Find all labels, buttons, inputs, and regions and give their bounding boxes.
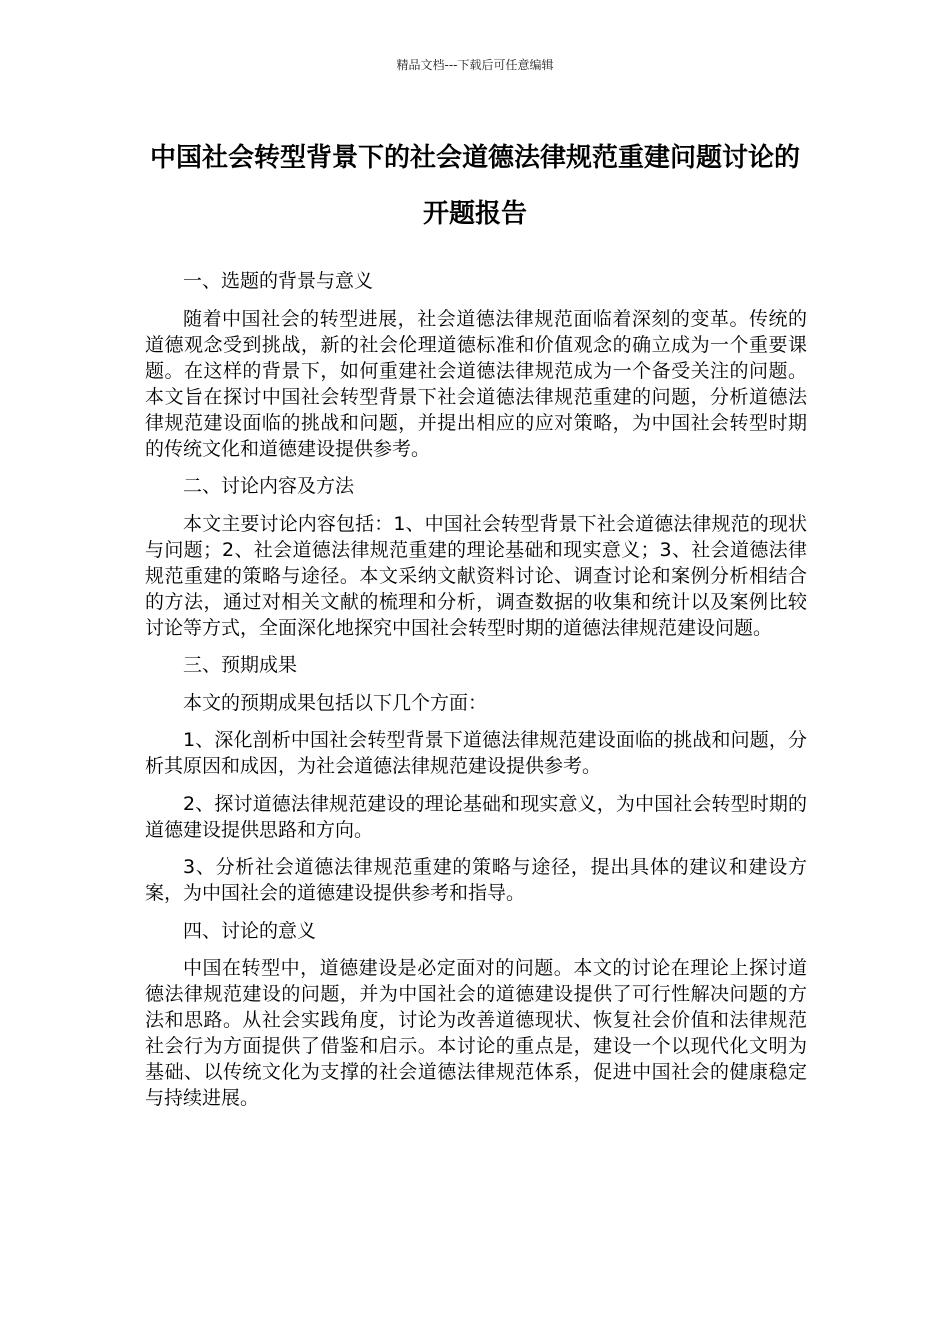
paragraph-content-methods: 本文主要讨论内容包括：1、中国社会转型背景下社会道德法律规范的现状与问题；2、社会道德法律规范重建的理论基础和现实意义；3、社会道德法律规范重建的策略与途径。本文采纳文献资料讨论、调查讨论和案例分析相结合的方法，通过对相关文献的梳理和分析，调查数据的收集和统计以及案例比较讨论等方式，全面深化地探究中国社会转型时期的道德法律规范建设问题。 [145,512,807,639]
section-heading-significance: 四、讨论的意义 [183,919,317,942]
list-item-expected-2: 2、探讨道德法律规范建设的理论基础和现实意义，为中国社会转型时期的道德建设提供思路和方向。 [145,792,807,841]
page-header: 精品文档---下载后可任意编辑 [396,58,554,72]
section-heading-content-methods: 二、讨论内容及方法 [183,475,355,497]
paragraph-expected-intro: 本文的预期成果包括以下几个方面： [183,691,488,714]
document-body [145,268,807,1123]
section-heading-expected-results: 三、预期成果 [183,654,298,676]
paragraph-significance: 中国在转型中，道德建设是必定面对的问题。本文的讨论在理论上探讨道德法律规范建设的问题，并为中国社会的道德建设提供了可行性解决问题的方法和思路。从社会实践角度，讨论为改善道德现状、恢复社会价值和法律规范社会行为方面提供了借鉴和启示。本讨论的重点是，建设一个以现代化文明为基础、以传统文化为支撑的社会道德法律规范体系，促进中国社会的健康稳定与持续进展。 [145,957,807,1109]
paragraph-background: 随着中国社会的转型进展，社会道德法律规范面临着深刻的变革。传统的道德观念受到挑战，新的社会伦理道德标准和价值观念的确立成为一个重要课题。在这样的背景下，如何重建社会道德法律规范成为一个备受关注的问题。本文旨在探讨中国社会转型背景下社会道德法律规范重建的问题，分析道德法律规范建设面临的挑战和问题，并提出相应的应对策略，为中国社会转型时期的传统文化和道德建设提供参考。 [145,307,807,460]
document-title: 中国社会转型背景下的社会道德法律规范重建问题讨论的开题报告 [149,143,800,229]
section-heading-background: 一、选题的背景与意义 [183,270,374,292]
list-item-expected-1: 1、深化剖析中国社会转型背景下道德法律规范建设面临的挑战和问题，分析其原因和成因，为社会道德法律规范建设提供参考。 [145,729,807,777]
list-item-expected-3: 3、分析社会道德法律规范重建的策略与途径，提出具体的建议和建设方案，为中国社会的道德建设提供参考和指导。 [145,856,807,904]
